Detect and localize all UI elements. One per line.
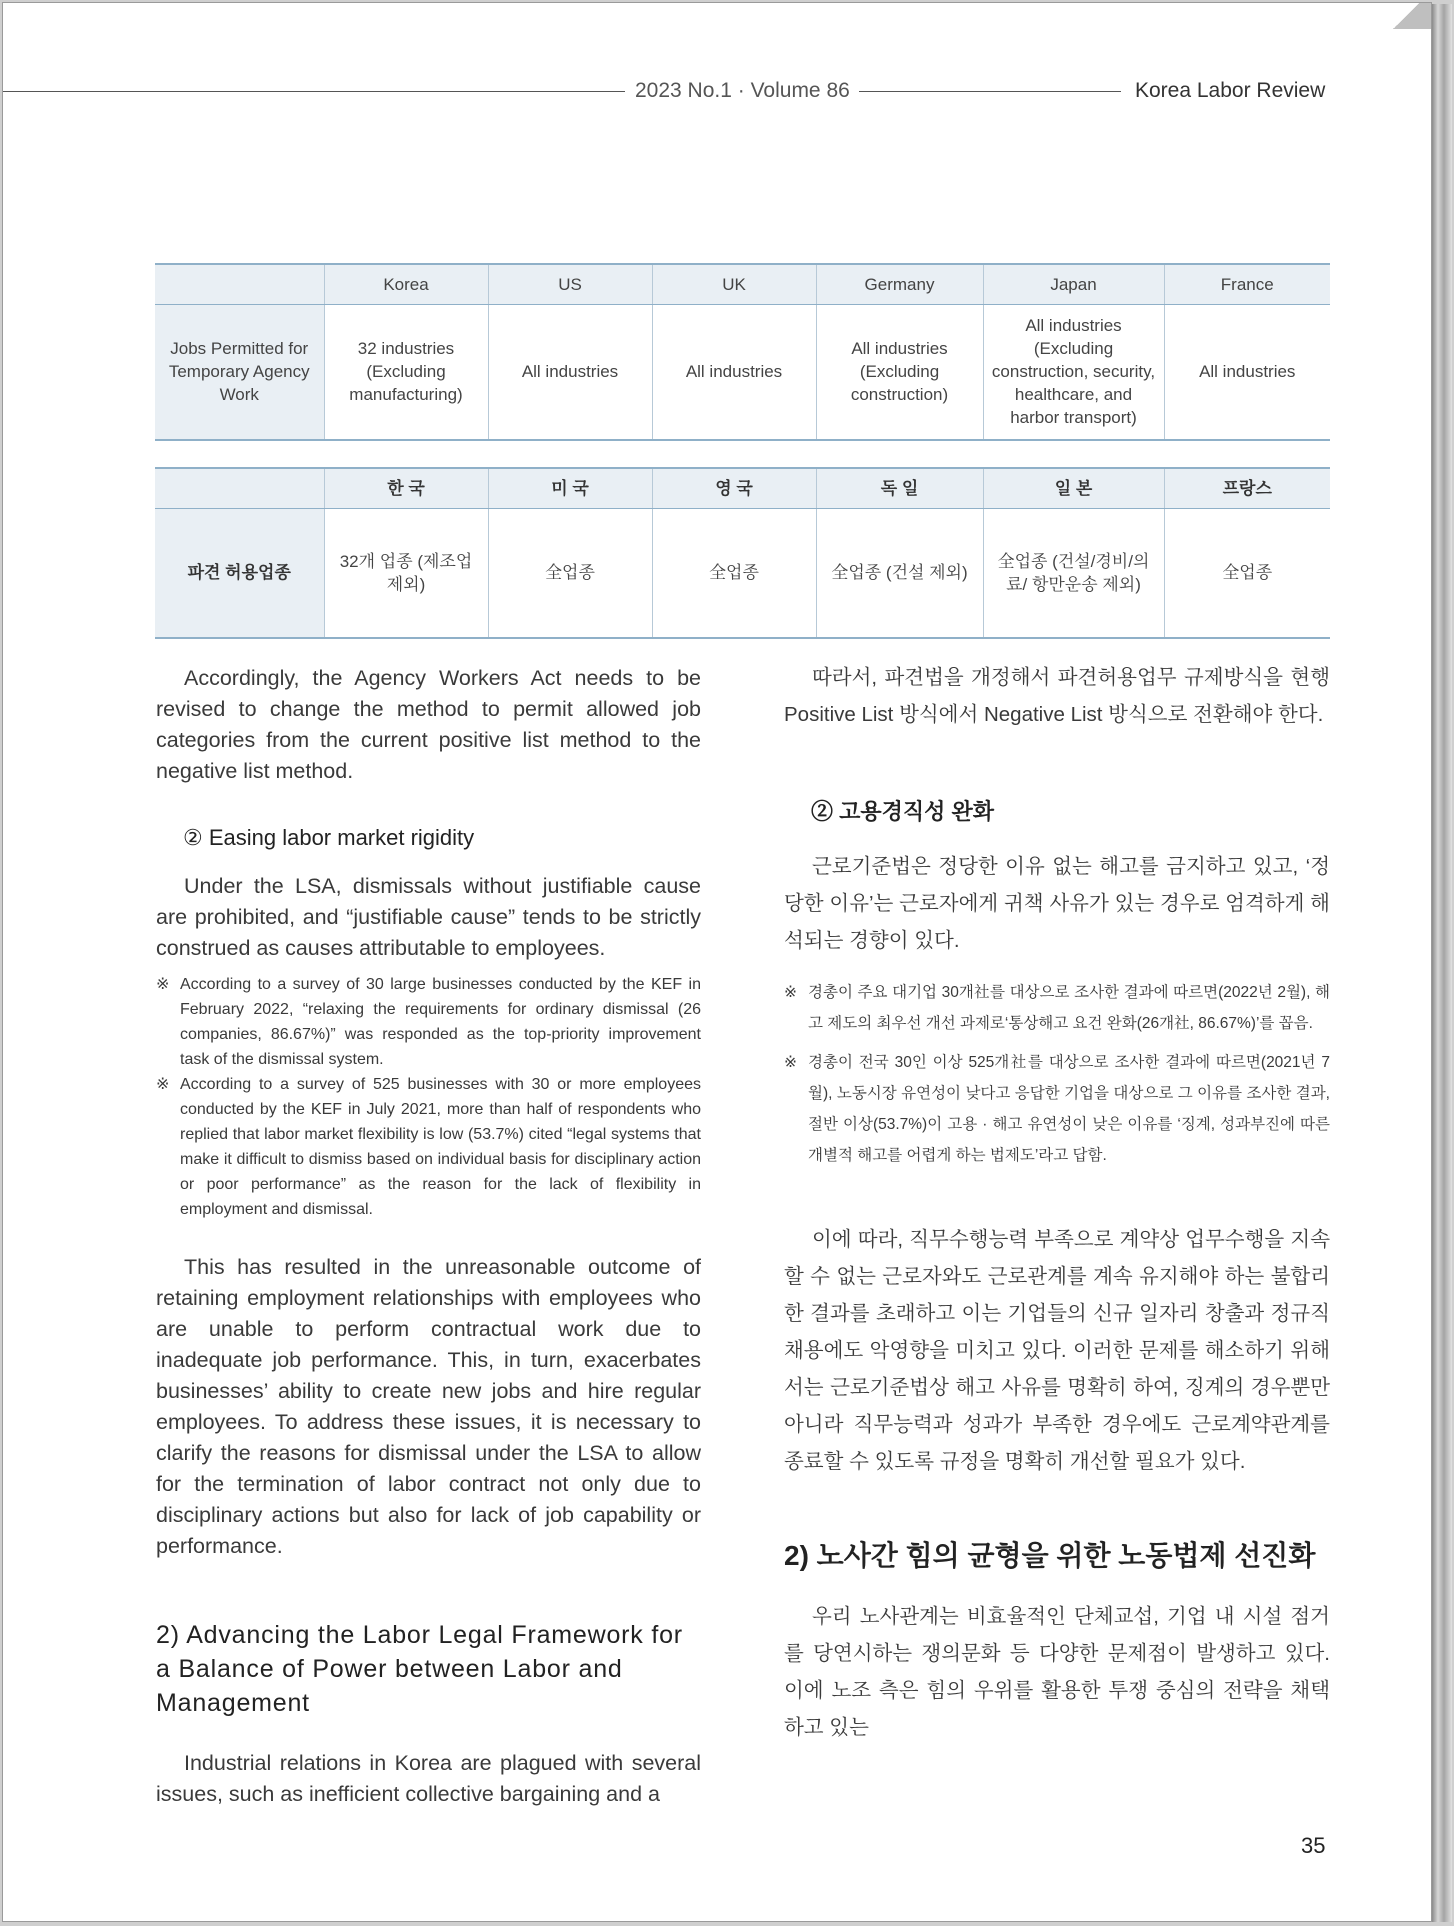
table-header-cell: 영 국: [652, 468, 816, 508]
table-header-row: [155, 264, 1330, 304]
table-cell: 全업종: [1164, 508, 1330, 638]
section-heading: 2) Advancing the Labor Legal Framework for a Balance of Power between Labor and Management: [156, 1621, 683, 1717]
table-row-label: 파견 허용업종: [155, 508, 324, 638]
header-rule: [3, 91, 625, 92]
document-page: [2, 2, 1432, 1922]
paragraph-industrial-relations: Industrial relations in Korea are plagued with several issues, such as inefficient collective bargaining and a: [156, 1751, 701, 1806]
table-header-cell: US: [488, 264, 652, 304]
footnotes: [784, 977, 1330, 1171]
comparison-table-english: [155, 263, 1330, 441]
table-header-cell: Korea: [324, 264, 488, 304]
table-cell: All industries: [1164, 304, 1330, 440]
table-header-cell: 일 본: [983, 468, 1164, 508]
reference-mark: ※: [784, 984, 797, 1001]
table-header-cell: Japan: [983, 264, 1164, 304]
subheading-easing-rigidity: ② 고용경직성 완화: [811, 799, 994, 824]
paragraph-accordingly: 따라서, 파견법을 개정해서 파견허용업무 규제방식을 현행 Positive List 방식에서 Negative List 방식으로 전환해야 한다.: [784, 666, 1330, 726]
footnotes: [156, 972, 701, 1222]
paragraph-lsa: 근로기준법은 정당한 이유 없는 해고를 금지하고 있고, ‘정당한 이유’는 근로자에게 귀책 사유가 있는 경우로 엄격하게 해석되는 경향이 있다.: [784, 855, 1330, 952]
paragraph-accordingly: Accordingly, the Agency Workers Act needs to be revised to change the method to permit allowed job categories from the current positive list method to the negative list method.: [156, 666, 701, 783]
table-cell: 全업종 (건설/경비/의료/ 항만운송 제외): [983, 508, 1164, 638]
footnote-text: According to a survey of 30 large businesses conducted by the KEF in February 2022, “relaxing the requirements for ordinary dismissal (26 companies, 86.67%)” was responded as the top-priority improvement task of the dismissal system.: [180, 976, 701, 1068]
english-column: [156, 663, 701, 1810]
table-row: [155, 304, 1330, 440]
table-header-cell: 프랑스: [1164, 468, 1330, 508]
table-cell: 全업종 (건설 제외): [816, 508, 983, 638]
table-row: [155, 508, 1330, 638]
issue-label: 2023 No.1 · Volume 86: [635, 79, 850, 102]
footnote-text: According to a survey of 525 businesses with 30 or more employees conducted by the KEF in July 2021, more than half of respondents who replied that labor market flexibility is low (53.7%) cited “legal systems that make it difficult to dismiss based on individual basis for disciplinary action or poor performance” as the reason for the lack of flexibility in employment and dismissal.: [180, 1076, 701, 1218]
paragraph-industrial-relations: 우리 노사관계는 비효율적인 단체교섭, 기업 내 시설 점거를 당연시하는 쟁의문화 등 다양한 문제점이 발생하고 있다. 이에 노조 측은 힘의 우위를 활용한 투쟁 중심의 전략을 채택하고 있는: [784, 1605, 1330, 1739]
table-header-cell: 미 국: [488, 468, 652, 508]
footnote: [784, 977, 1330, 1039]
footnote: [156, 972, 701, 1072]
paragraph-result: 이에 따라, 직무수행능력 부족으로 계약상 업무수행을 지속할 수 없는 근로자와도 근로관계를 계속 유지해야 하는 불합리한 결과를 초래하고 이는 기업들의 신규 일자리 창출과 정규직 채용에도 악영향을 미치고 있다. 이러한 문제를 해소하기 위해서는 근로기준법상 해고 사유를 명확히 하여, 징계의 경우뿐만 아니라 직무능력과 성과가 부족한 경우에도 근로계약관계를 종료할 수 있도록 규정을 명확히 개선할 필요가 있다.: [784, 1228, 1330, 1473]
table-header-cell: UK: [652, 264, 816, 304]
reference-mark: ※: [784, 1054, 797, 1071]
table-cell: 全업종: [652, 508, 816, 638]
table-header-cell: [155, 468, 324, 508]
header-rule: [859, 91, 1121, 92]
footnote-text: 경총이 주요 대기업 30개社를 대상으로 조사한 결과에 따르면(2022년 2월), 해고 제도의 최우선 개선 과제로‘통상해고 요건 완화(26개社, 86.67%)’를 꼽음.: [808, 984, 1330, 1032]
reference-mark: ※: [156, 976, 170, 993]
section-heading: 2) 노사간 힘의 균형을 위한 노동법제 선진화: [784, 1540, 1316, 1571]
reference-mark: ※: [156, 1076, 170, 1093]
table-header-cell: France: [1164, 264, 1330, 304]
table-cell: 全업종: [488, 508, 652, 638]
journal-title: Korea Labor Review: [1135, 79, 1326, 102]
footnote-text: 경총이 전국 30인 이상 525개社를 대상으로 조사한 결과에 따르면(2021년 7월), 노동시장 유연성이 낮다고 응답한 기업을 대상으로 그 이유를 조사한 결과, 절반 이상(53.7%)이 고용 · 해고 유연성이 낮은 이유를 ‘징계, 성과부진에 따른 개별적 해고를 어렵게 하는 법제도’라고 답함.: [808, 1054, 1330, 1164]
table-row-label: Jobs Permitted for Temporary Agency Work: [155, 304, 324, 440]
table-cell: All industries: [488, 304, 652, 440]
subheading-easing-rigidity: ② Easing labor market rigidity: [183, 825, 475, 850]
table-header-row: [155, 468, 1330, 508]
paragraph-result: This has resulted in the unreasonable outcome of retaining employment relationships with employees who are unable to perform contractual work due to inadequate job performance. This, in turn, exacerbates businesses’ ability to create new jobs and hire regular employees. To address these issues, it is necessary to clarify the reasons for dismissal under the LSA to allow for the termination of labor contract not only due to disciplinary actions but also for lack of job capability or performance.: [156, 1255, 701, 1558]
page-number: 35: [1301, 1833, 1326, 1858]
table-header-cell: 한 국: [324, 468, 488, 508]
footnote: [156, 1072, 701, 1222]
table-cell: All industries: [652, 304, 816, 440]
footnote: [784, 1047, 1330, 1171]
paragraph-lsa: Under the LSA, dismissals without justifiable cause are prohibited, and “justifiable cause” tends to be strictly construed as causes attributable to employees.: [156, 874, 701, 960]
table-cell: 32개 업종 (제조업 제외): [324, 508, 488, 638]
page-curl: [1381, 3, 1431, 29]
comparison-table-korean: [155, 467, 1330, 639]
table-header-cell: Germany: [816, 264, 983, 304]
korean-column: [784, 659, 1330, 1746]
table-cell: 32 industries (Excluding manufacturing): [324, 304, 488, 440]
page-edge-shadow: [1432, 4, 1452, 1922]
table-cell: All industries (Excluding construction): [816, 304, 983, 440]
table-cell: All industries (Excluding construction, security, healthcare, and harbor transport): [983, 304, 1164, 440]
table-header-cell: [155, 264, 324, 304]
table-header-cell: 독 일: [816, 468, 983, 508]
